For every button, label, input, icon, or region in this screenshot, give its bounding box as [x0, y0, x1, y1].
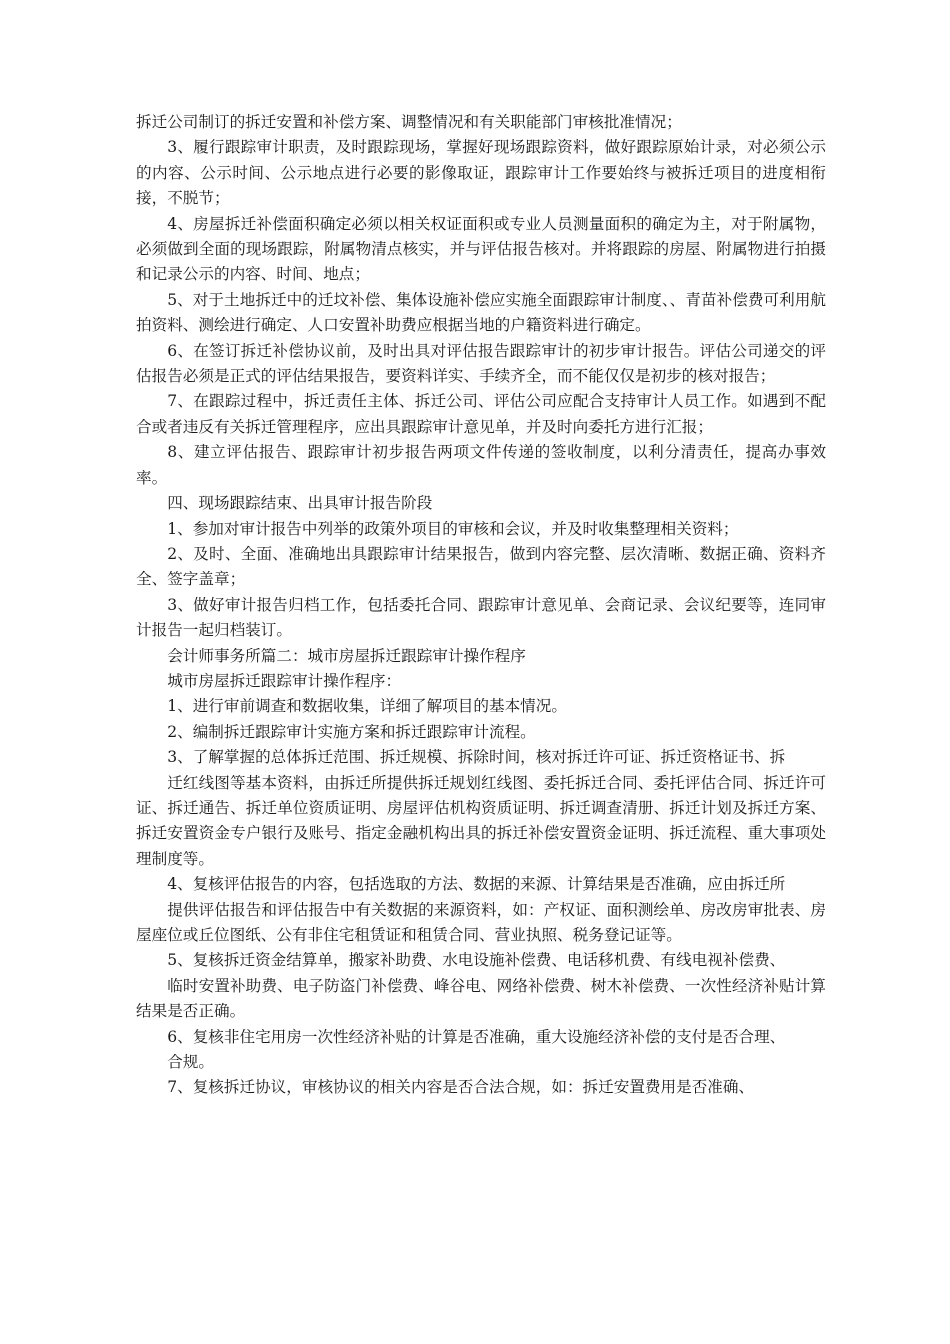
paragraph: 拆迁公司制订的拆迁安置和补偿方案、调整情况和有关职能部门审核批准情况； — [136, 113, 682, 131]
paragraph: 1、进行审前调查和数据收集，详细了解项目的基本情况。 — [167, 697, 567, 716]
paragraph: 4、复核评估报告的内容，包括选取的方法、数据的来源、计算结果是否准确，应由拆迁所 — [167, 875, 786, 894]
paragraph: 2、编制拆迁跟踪审计实施方案和拆迁跟踪审计流程。 — [167, 722, 536, 741]
paragraph: 四、现场跟踪结束、出具审计报告阶段 — [167, 494, 433, 513]
paragraph: 迁红线图等基本资料，由拆迁所提供拆迁规划红线图、委托拆迁合同、委托评估合同、拆迁许可证、拆迁通告、拆迁单位资质证明、房屋评估机构资质证明、拆迁调查清册、拆迁计划及拆迁方案、拆迁安置资金专户银行及账号、指定金融机构出具的拆迁补偿安置资金证明、拆迁流程、重大事项处理制度等。 — [136, 773, 826, 868]
paragraph: 6、在签订拆迁补偿协议前，及时出具对评估报告跟踪审计的初步审计报告。评估公司递交的评估报告必须是正式的评估结果报告，要资料详实、手续齐全，而不能仅仅是初步的核对报告； — [136, 341, 826, 386]
paragraph: 城市房屋拆迁跟踪审计操作程序： — [167, 671, 402, 690]
paragraph: 8、建立评估报告、跟踪审计初步报告两项文件传递的签收制度，以利分清责任，提高办事效率。 — [136, 443, 826, 487]
paragraph: 3、履行跟踪审计职责，及时跟踪现场，掌握好现场跟踪资料，做好跟踪原始计录，对必须公示的内容、公示时间、公示地点进行必要的影像取证，跟踪审计工作要始终与被拆迁项目的进度相衔接，不脱节； — [136, 138, 826, 208]
paragraph: 合规。 — [167, 1053, 214, 1072]
paragraph: 提供评估报告和评估报告中有关数据的来源资料，如：产权证、面积测绘单、房改房审批表、房屋座位或丘位图纸、公有非住宅租赁证和租赁合同、营业执照、税务登记证等。 — [136, 900, 826, 944]
paragraph: 会计师事务所篇二：城市房屋拆迁跟踪审计操作程序 — [167, 646, 526, 665]
paragraph: 4、房屋拆迁补偿面积确定必须以相关权证面积或专业人员测量面积的确定为主，对于附属物，必须做到全面的现场跟踪，附属物清点核实，并与评估报告核对。并将跟踪的房屋、附属物进行拍摄和记录公示的内容、时间、地点； — [136, 214, 826, 284]
paragraph: 7、复核拆迁协议，审核协议的相关内容是否合法合规，如：拆迁安置费用是否准确、 — [167, 1078, 755, 1097]
paragraph: 1、参加对审计报告中列举的政策外项目的审核和会议，并及时收集整理相关资料； — [167, 519, 739, 538]
paragraph: 5、对于土地拆迁中的迁坟补偿、集体设施补偿应实施全面跟踪审计制度、、青苗补偿费可利用航拍资料、测绘进行确定、人口安置补助费应根据当地的户籍资料进行确定。 — [136, 290, 826, 335]
paragraph: 5、复核拆迁资金结算单，搬家补助费、水电设施补偿费、电话移机费、有线电视补偿费、 — [167, 951, 786, 970]
paragraph: 3、做好审计报告归档工作，包括委托合同、跟踪审计意见单、会商记录、会议纪要等，连同审计报告一起归档装订。 — [136, 595, 826, 640]
paragraph: 临时安置补助费、电子防盗门补偿费、峰谷电、网络补偿费、树木补偿费、一次性经济补贴计算结果是否正确。 — [136, 976, 826, 1021]
paragraph: 7、在跟踪过程中，拆迁责任主体、拆迁公司、评估公司应配合支持审计人员工作。如遇到不配合或者违反有关拆迁管理程序，应出具跟踪审计意见单，并及时向委托方进行汇报； — [136, 392, 826, 436]
paragraph: 6、复核非住宅用房一次性经济补贴的计算是否准确，重大设施经济补偿的支付是否合理、 — [167, 1027, 786, 1046]
paragraph: 2、及时、全面、准确地出具跟踪审计结果报告，做到内容完整、层次清晰、数据正确、资料齐全、签字盖章； — [136, 544, 826, 589]
document-body — [136, 110, 826, 1101]
paragraph: 3、了解掌握的总体拆迁范围、拆迁规模、拆除时间，核对拆迁许可证、拆迁资格证书、拆 — [167, 748, 786, 767]
